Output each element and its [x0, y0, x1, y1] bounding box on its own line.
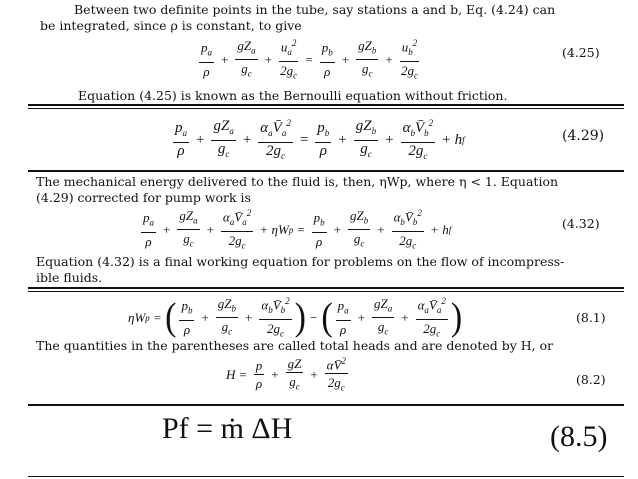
equation-8-2: H = $\frac{p}{\rho}$ + $\frac{gZ}{g_c}$ + $\frac{\alpha V̄^2}{2g_c}$	[226, 355, 346, 393]
eq-number-8-2: (8.2)	[576, 372, 606, 387]
eq-number-8-5: (8.5)	[550, 420, 608, 453]
divider-1	[28, 104, 624, 106]
working-eq-line-1: Equation (4.32) is a final working equation for problems on the flow of incompress-	[36, 254, 565, 269]
eq-number-4-32: (4.32)	[562, 216, 600, 231]
divider-1b	[28, 108, 624, 109]
equation-4-29: $\frac{p_a}{\rho}$ + $\frac{gZ_a}{g_c}$ + $\frac{\alpha_aV̄_a^2}{2g_c}$ = $\frac{p_b}{\rho}$ + $\frac{gZ_b}{g_c}$ + $\frac{\alpha_bV̄_b^2}{2g_c}$ + h f	[175, 117, 465, 161]
equation-4-32: $\frac{p_a}{\rho}$ + $\frac{gZ_a}{g_c}$ + $\frac{\alpha_aV̄_a^2}{2g_c}$ + ηW p = $\frac{p_b}{\rho}$ + $\frac{gZ_b}{g_c}$ + $\frac{\alpha_bV̄_b^2}{2g_c}$ + h f	[143, 207, 452, 251]
eq-number-4-25: (4.25)	[562, 45, 600, 60]
pump-line-2: (4.29) corrected for pump work is	[36, 190, 251, 205]
total-heads-text: The quantities in the parentheses are called total heads and are denoted by H, or	[36, 338, 554, 353]
equation-4-25: $\frac{p_a}{\rho}$ + $\frac{gZ_a}{g_c}$ + $\frac{u_a^2}{2g_c}$ = $\frac{p_b}{\rho}$ + $\frac{gZ_b}{g_c}$ + $\frac{u_b^2}{2g_c}$	[201, 37, 418, 81]
eq-number-8-1: (8.1)	[576, 310, 606, 325]
intro-line-1: Between two definite points in the tube, say stations a and b, Eq. (4.24) can	[74, 2, 556, 17]
divider-3	[28, 287, 624, 289]
divider-4	[28, 404, 624, 406]
intro-line-2: be integrated, since ρ is constant, to give	[40, 18, 302, 33]
equation-8-5: Pf = ṁ ΔH	[162, 412, 293, 445]
divider-bottom	[28, 476, 624, 477]
bernoulli-caption: Equation (4.25) is known as the Bernoulli equation without friction.	[78, 88, 508, 103]
equation-8-1: ηW p = ( $\frac{p_b}{\rho}$ + $\frac{gZ_b}{g_c}$ + $\frac{\alpha_bV̄_b^2}{2g_c}$ ) − ( $\frac{p_a}{\rho}$ + $\frac{gZ_a}{g_c}$ + $\frac{\alpha_aV̄_a^2}{2g_c}$ )	[128, 295, 463, 339]
eq-number-4-29: (4.29)	[562, 128, 605, 144]
divider-2	[28, 170, 624, 172]
pump-line-1: The mechanical energy delivered to the fluid is, then, ηWp, where η < 1. Equation	[36, 174, 559, 189]
working-eq-line-2: ible fluids.	[36, 270, 103, 285]
divider-3b	[28, 291, 624, 292]
